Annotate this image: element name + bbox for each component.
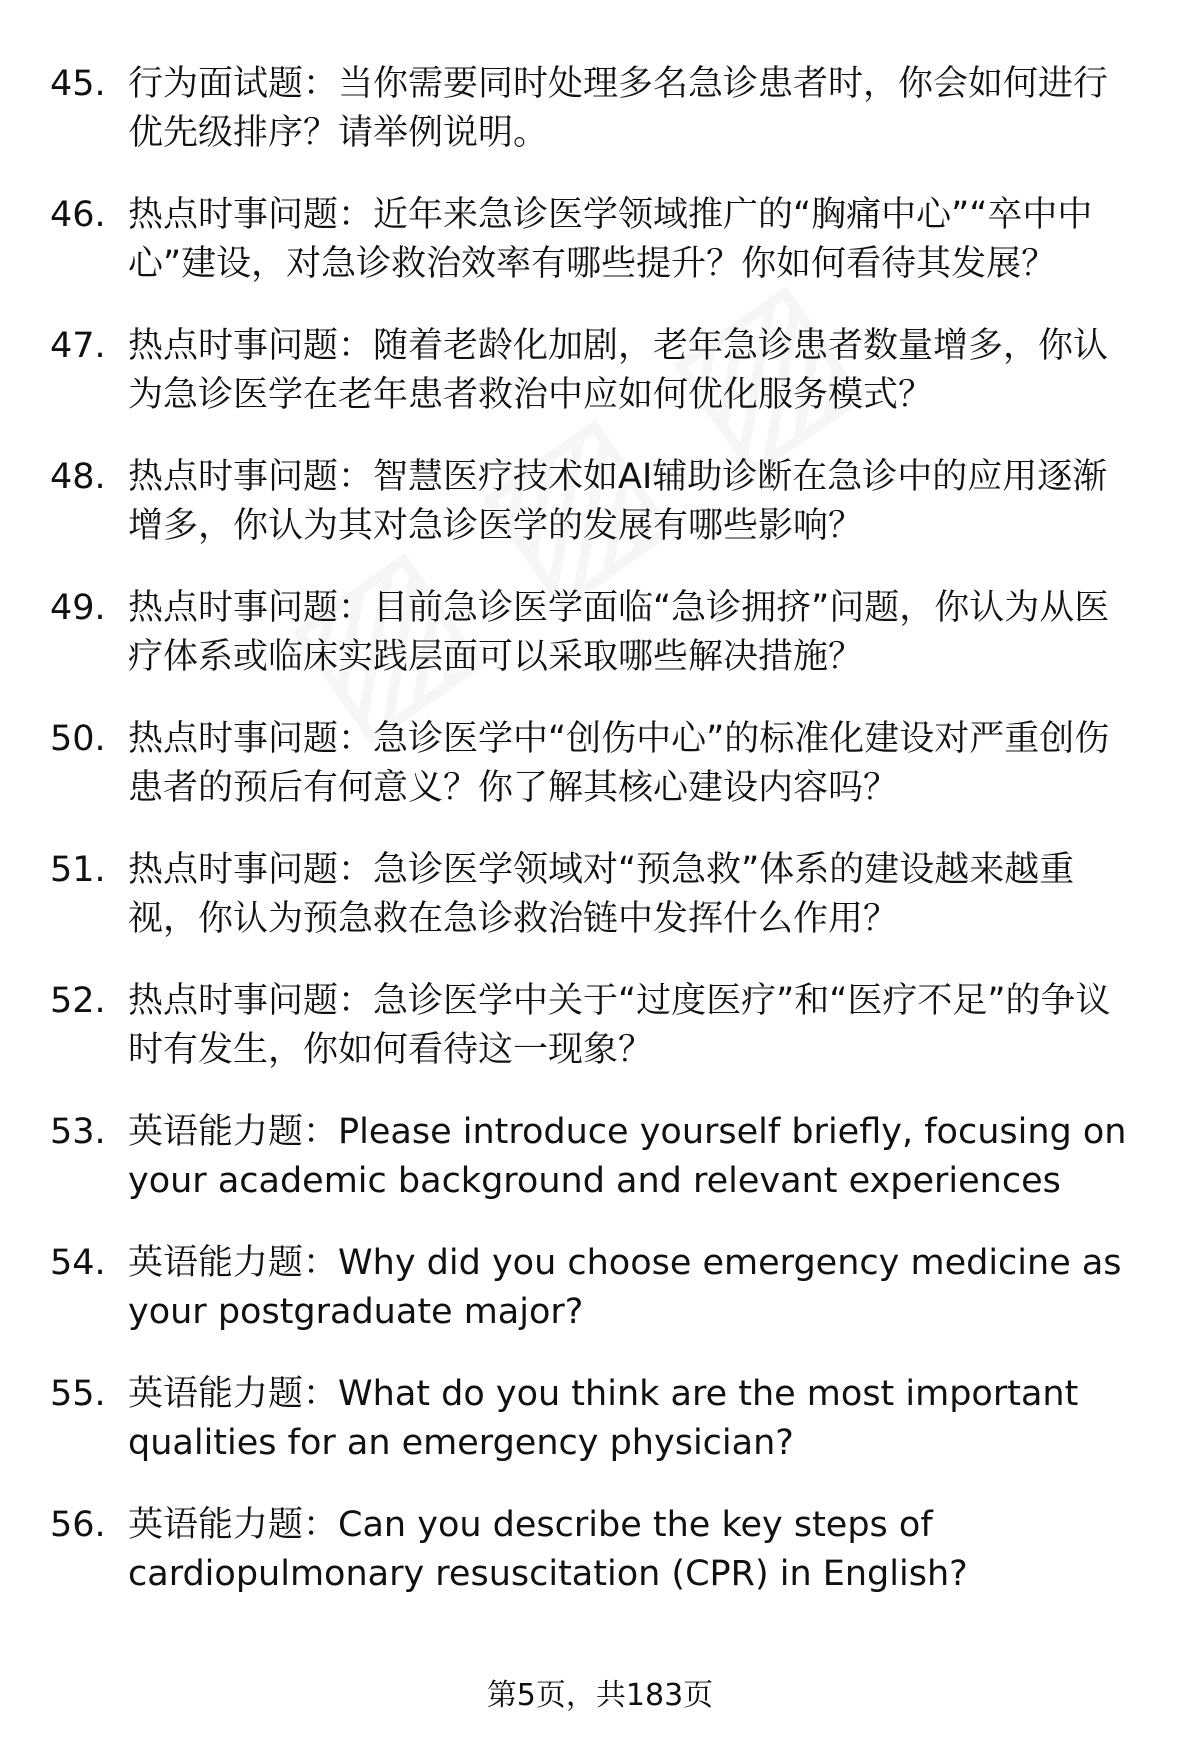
question-text: 急诊医学中关于“过度医疗”和“医疗不足”的争议时有发生，你如何看待这一现象？ <box>128 981 1111 1070</box>
page-footer <box>0 1676 1200 1716</box>
question-number: 51. <box>50 850 106 890</box>
question-text-block <box>128 191 1140 289</box>
question-item <box>50 453 1140 551</box>
question-text: 随着老龄化加剧，老年急诊患者数量增多，你认为急诊医学在老年患者救治中应如何优化服务模式？ <box>128 326 1109 415</box>
question-text: 当你需要同时处理多名急诊患者时，你会如何进行优先级排序？请举例说明。 <box>128 64 1109 153</box>
question-category: 热点时事问题 ： <box>128 457 373 497</box>
question-number: 55. <box>50 1374 106 1414</box>
question-item <box>50 846 1140 944</box>
question-category: 英语能力题 ： <box>128 1505 338 1545</box>
question-number: 49. <box>50 588 106 628</box>
question-category: 英语能力题 ： <box>128 1243 338 1283</box>
question-text: Can you describe the key steps of cardiopulmonary resuscitation (CPR) in English? <box>128 1505 968 1594</box>
question-item <box>50 322 1140 420</box>
question-text: 近年来急诊医学领域推广的“胸痛中心”“卒中中心”建设，对急诊救治效率有哪些提升？你如何看待其发展？ <box>128 195 1093 284</box>
question-number: 46. <box>50 195 106 235</box>
question-text: 目前急诊医学面临“急诊拥挤”问题，你认为从医疗体系或临床实践层面可以采取哪些解决措施？ <box>128 588 1110 677</box>
question-text-block <box>128 1370 1140 1468</box>
question-item <box>50 191 1140 289</box>
question-item <box>50 977 1140 1075</box>
question-text-block <box>128 60 1140 158</box>
question-category: 热点时事问题 ： <box>128 195 373 235</box>
question-category: 热点时事问题 ： <box>128 588 373 628</box>
question-text: 急诊医学中“创伤中心”的标准化建设对严重创伤患者的预后有何意义？你了解其核心建设内容吗？ <box>128 719 1110 808</box>
question-number: 47. <box>50 326 106 366</box>
question-text: Why did you choose emergency medicine as your postgraduate major? <box>128 1243 1122 1332</box>
question-text-block <box>128 322 1140 420</box>
question-text-block <box>128 715 1140 813</box>
question-number: 50. <box>50 719 106 759</box>
question-category: 热点时事问题 ： <box>128 326 373 366</box>
question-text: Please introduce yourself briefly, focusing on your academic background and relevant experiences <box>128 1112 1127 1201</box>
question-text-block <box>128 1108 1140 1206</box>
question-number: 48. <box>50 457 106 497</box>
question-text: 智慧医疗技术如AI辅助诊断在急诊中的应用逐渐增多，你认为其对急诊医学的发展有哪些影响？ <box>128 457 1108 546</box>
question-item <box>50 60 1140 158</box>
question-text-block <box>128 977 1140 1075</box>
question-number: 53. <box>50 1112 106 1152</box>
question-category: 热点时事问题 ： <box>128 981 373 1021</box>
question-number: 54. <box>50 1243 106 1283</box>
question-category: 行为面试题 ： <box>128 64 338 104</box>
question-list <box>50 60 1140 1632</box>
question-text-block <box>128 1239 1140 1337</box>
page-number-label: 第5页，共183页 <box>486 1678 714 1713</box>
question-item <box>50 584 1140 682</box>
question-number: 52. <box>50 981 106 1021</box>
question-text-block <box>128 453 1140 551</box>
question-item <box>50 715 1140 813</box>
question-category: 英语能力题 ： <box>128 1374 338 1414</box>
question-item <box>50 1108 1140 1206</box>
question-text-block <box>128 846 1140 944</box>
question-text-block <box>128 584 1140 682</box>
question-text-block <box>128 1501 1140 1599</box>
question-text: 急诊医学领域对“预急救”体系的建设越来越重视，你认为预急救在急诊救治链中发挥什么作用？ <box>128 850 1075 939</box>
question-text: What do you think are the most important qualities for an emergency physician? <box>128 1374 1079 1463</box>
question-item <box>50 1239 1140 1337</box>
question-category: 英语能力题 ： <box>128 1112 338 1152</box>
question-item <box>50 1370 1140 1468</box>
question-category: 热点时事问题 ： <box>128 850 373 890</box>
question-item <box>50 1501 1140 1599</box>
question-category: 热点时事问题 ： <box>128 719 373 759</box>
question-number: 45. <box>50 64 106 104</box>
question-number: 56. <box>50 1505 106 1545</box>
